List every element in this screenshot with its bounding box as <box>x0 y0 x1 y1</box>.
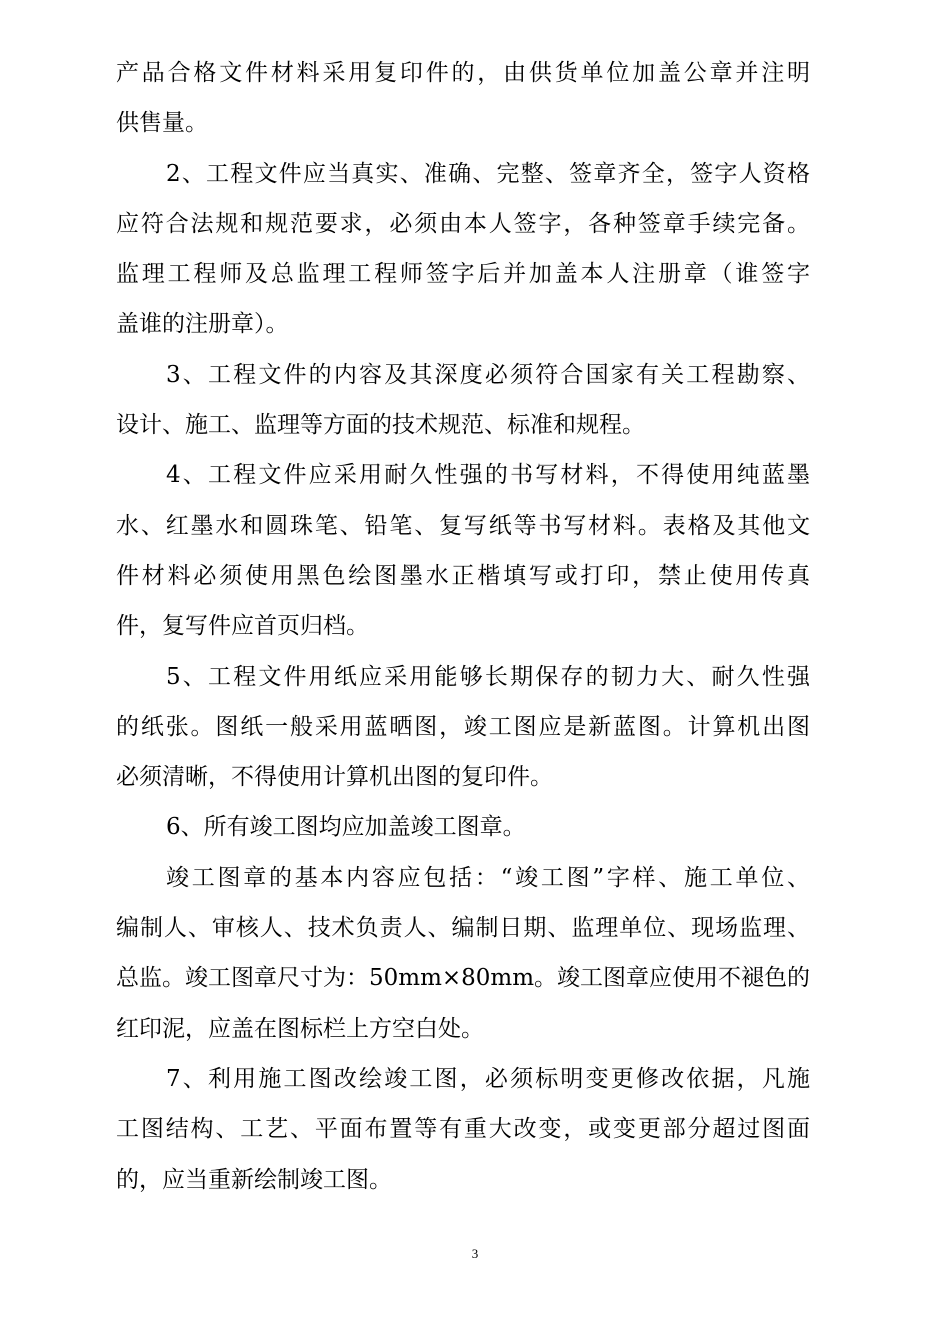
text-line: 2、工程文件应当真实、准确、完整、签章齐全，签字人资格 <box>166 160 810 187</box>
text-line: 设计、施工、监理等方面的技术规范、标准和规程。 <box>116 412 645 439</box>
body-text <box>116 48 810 1205</box>
text-line: 的纸张。图纸一般采用蓝晒图，竣工图应是新蓝图。计算机出图 <box>116 713 810 740</box>
page-number: 3 <box>471 1246 479 1261</box>
text-line: 水、红墨水和圆珠笔、铅笔、复写纸等书写材料。表格及其他文 <box>116 512 810 539</box>
text-line: 件材料必须使用黑色绘图墨水正楷填写或打印，禁止使用传真 <box>116 562 810 589</box>
text-line: 总监。竣工图章尺寸为：50mm×80mm。竣工图章应使用不褪色的 <box>116 965 810 992</box>
text-line: 5、工程文件用纸应采用能够长期保存的韧力大、耐久性强 <box>166 663 810 690</box>
text-line: 红印泥，应盖在图标栏上方空白处。 <box>116 1015 484 1042</box>
text-line: 6、所有竣工图均应加盖竣工图章。 <box>166 814 526 841</box>
text-line: 必须清晰，不得使用计算机出图的复印件。 <box>116 764 553 791</box>
text-line: 的，应当重新绘制竣工图。 <box>116 1166 392 1193</box>
text-line: 竣工图章的基本内容应包括：“竣工图”字样、施工单位、 <box>166 864 810 891</box>
text-line: 盖谁的注册章）。 <box>116 311 289 338</box>
text-line: 产品合格文件材料采用复印件的，由供货单位加盖公章并注明 <box>116 60 810 86</box>
text-line: 4、工程文件应采用耐久性强的书写材料，不得使用纯蓝墨 <box>166 462 810 489</box>
text-line: 7、利用施工图改绘竣工图，必须标明变更修改依据，凡施 <box>166 1065 810 1092</box>
text-line: 工图结构、工艺、平面布置等有重大改变，或变更部分超过图面 <box>116 1116 810 1143</box>
text-line: 3、工程文件的内容及其深度必须符合国家有关工程勘察、 <box>166 361 810 388</box>
text-line: 监理工程师及总监理工程师签字后并加盖本人注册章（谁签字 <box>116 261 810 288</box>
text-line: 供售量。 <box>116 110 208 137</box>
text-line: 应符合法规和规范要求，必须由本人签字，各种签章手续完备。 <box>116 210 810 237</box>
text-line: 编制人、审核人、技术负责人、编制日期、监理单位、现场监理、 <box>116 915 810 942</box>
text-line: 件，复写件应首页归档。 <box>116 613 369 640</box>
